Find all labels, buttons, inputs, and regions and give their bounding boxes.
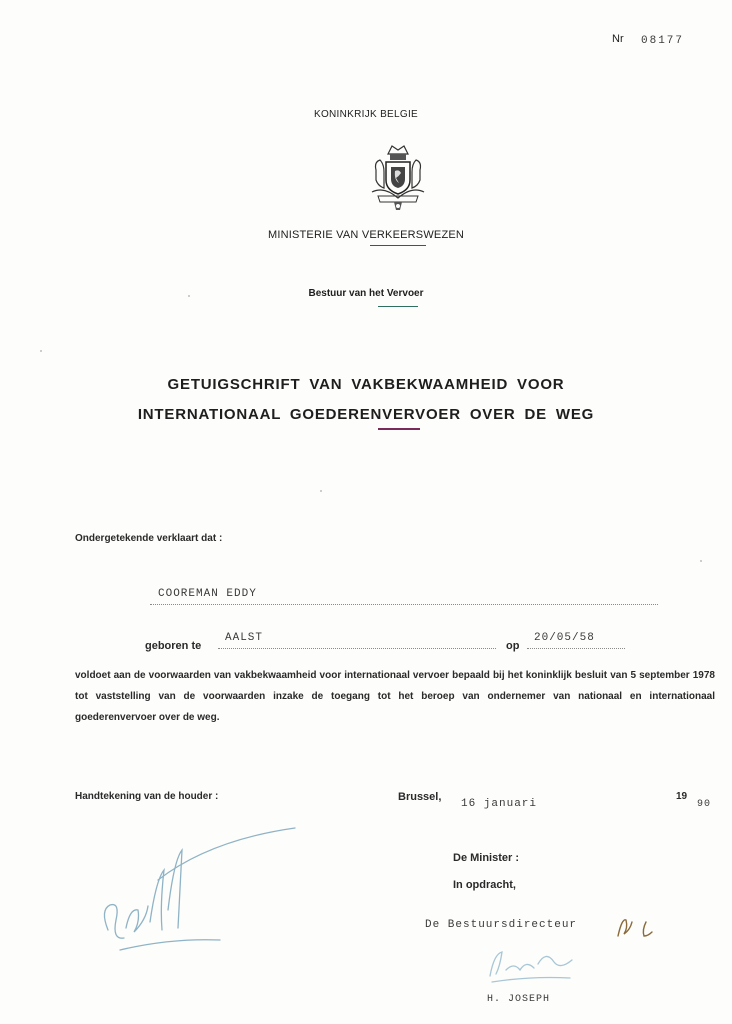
paper-speck (700, 560, 702, 562)
signatory-name: H. JOSEPH (487, 994, 551, 1005)
holder-name: COOREMAN EDDY (158, 588, 257, 600)
holder-name-line (150, 604, 658, 605)
holder-signature-label: Handtekening van de houder : (75, 791, 219, 802)
department-underline (378, 306, 418, 307)
official-signature-icon (480, 940, 580, 988)
certificate-number: 08177 (641, 35, 685, 47)
paper-speck (188, 295, 190, 297)
director-initials-icon (612, 912, 662, 942)
born-on-label: op (506, 640, 520, 652)
birth-date-line (527, 648, 625, 649)
kingdom-heading: KONINKRIJK BELGIE (313, 109, 419, 120)
issue-century: 19 (676, 791, 688, 802)
birth-place-line (218, 648, 496, 649)
ministry-heading: MINISTERIE VAN VERKEERSWEZEN (267, 229, 465, 241)
birth-date: 20/05/58 (534, 632, 595, 644)
certification-statement: voldoet aan de voorwaarden van vakbekwaamheid voor internationaal vervoer bepaald bij het koninklijk besluit van 5 september 1978 tot vaststelling van de voorwaarden inzake de toegang tot het beroep van ondernemer van nationaal en internationaal goederenvervoer over de weg. (75, 670, 715, 723)
issue-city: Brussel, (398, 791, 442, 803)
coat-of-arms-icon (366, 140, 430, 212)
birth-place: AALST (225, 632, 264, 644)
title-underline (378, 428, 420, 430)
minister-label: De Minister : (453, 852, 520, 864)
issue-year: 90 (697, 799, 712, 810)
certificate-title-line-2: INTERNATIONAAL GOEDERENVERVOER OVER DE WEG (137, 406, 595, 423)
born-label: geboren te (145, 640, 202, 652)
issue-date: 16 januari (461, 798, 538, 810)
paper-speck (40, 350, 42, 352)
director-title: De Bestuursdirecteur (425, 919, 578, 931)
by-order-label: In opdracht, (453, 879, 516, 891)
holder-signature-icon (90, 810, 310, 960)
certificate-title-line-1: GETUIGSCHRIFT VAN VAKBEKWAAMHEID VOOR (167, 376, 565, 393)
paper-speck (320, 490, 322, 492)
ministry-underline (370, 245, 426, 246)
declaration-intro: Ondergetekende verklaart dat : (75, 533, 223, 544)
number-label: Nr (612, 33, 624, 45)
department-heading: Bestuur van het Vervoer (308, 288, 424, 299)
